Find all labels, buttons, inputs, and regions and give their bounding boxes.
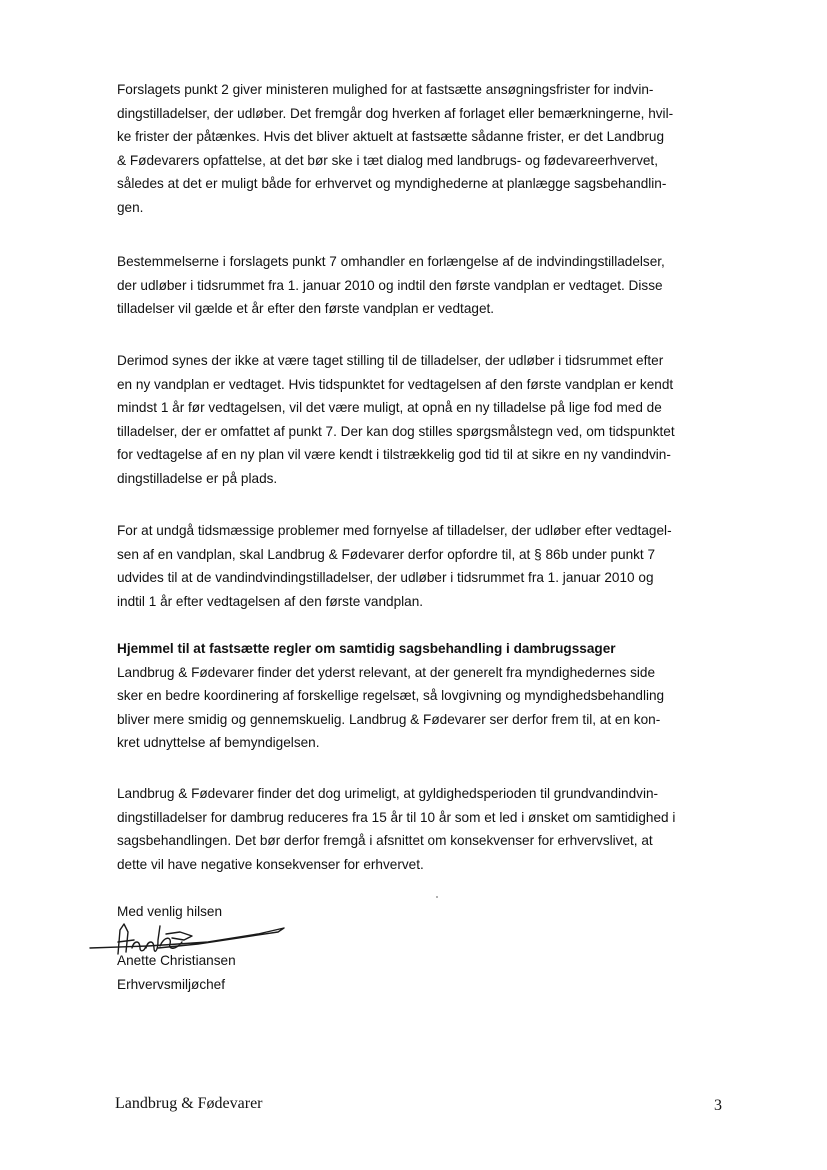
page-number: 3	[714, 1097, 722, 1114]
paragraph-permit-extension	[117, 250, 727, 321]
text-line: kret udnyttelse af bemyndigelsen.	[117, 735, 320, 751]
text-line: en ny vandplan er vedtaget. Hvis tidspunktet for vedtagelsen af den første vandplan er kendt	[117, 376, 674, 392]
text-line: Landbrug & Fødevarer finder det dog urimeligt, at gyldighedsperioden til grundvandindvin-	[117, 786, 659, 801]
text-line: tilladelser, der er omfattet af punkt 7. Der kan dog stilles spørgsmålstegn ved, om tidspunktet	[117, 423, 675, 439]
text-line: For at undgå tidsmæssige problemer med fornyelse af tilladelser, der udløber efter vedtagel-	[117, 523, 672, 538]
text-line: Bestemmelserne i forslagets punkt 7 omhandler en forlængelse af de indvindingstilladelser,	[117, 254, 665, 269]
text-line: Forslagets punkt 2 giver ministeren mulighed for at fastsætte ansøgningsfrister for indvin-	[117, 82, 654, 97]
paragraph-application-deadlines	[117, 78, 727, 220]
signatory-name: Anette Christiansen	[117, 953, 236, 968]
text-line: dingstilladelse er på plads.	[117, 470, 278, 486]
text-line: indtil 1 år efter vedtagelsen af den første vandplan.	[117, 593, 424, 609]
footer-organization: Landbrug & Fødevarer	[115, 1095, 263, 1112]
paragraph-validity-period	[117, 782, 727, 876]
text-line: tilladelser vil gælde et år efter den første vandplan er vedtaget.	[117, 301, 495, 317]
text-line: Derimod synes der ikke at være taget stilling til de tilladelser, der udløber i tidsrummet efter	[117, 353, 664, 368]
text-line: mindst 1 år før vedtagelsen, vil det være muligt, at opnå en ny tilladelse på lige fod med de	[117, 400, 662, 416]
text-line: dingstilladelser for dambrug reduceres fra 15 år til 10 år som et led i ønsket om samtidighed i	[117, 809, 676, 825]
section-heading: Hjemmel til at fastsætte regler om samtidig sagsbehandling i dambrugssager	[117, 641, 616, 656]
scan-speck	[436, 896, 438, 898]
text-line: for vedtagelse af en ny plan vil være kendt i tilstrækkelig god tid til at sikre en ny vandindvin-	[117, 447, 671, 463]
text-line: sagsbehandlingen. Det bør derfor fremgå i afsnittet om konsekvenser for erhvervslivet, at	[117, 833, 653, 849]
text-line: gen.	[117, 199, 144, 215]
text-line: bliver mere smidig og gennemskuelig. Landbrug & Fødevarer ser derfor frem til, at en kon-	[117, 711, 661, 727]
text-line: dette vil have negative konsekvenser for erhvervet.	[117, 856, 424, 872]
section-concurrent-processing	[117, 637, 727, 755]
text-line: & Fødevarers opfattelse, at det bør ske i tæt dialog med landbrugs- og fødevareerhvervet,	[117, 152, 658, 168]
text-line: sker en bedre koordinering af forskellige regelsæt, så lovgivning og myndighedsbehandling	[117, 688, 665, 704]
text-line: således at det er muligt både for erhvervet og myndighederne at planlægge sagsbehandlin-	[117, 176, 667, 192]
text-line: ke frister der påtænkes. Hvis det bliver aktuelt at fastsætte sådanne frister, er det Landbrug	[117, 129, 665, 145]
text-line: dingstilladelser, der udløber. Det fremgår dog hverken af forlaget eller bemærkningerne, hvil-	[117, 105, 674, 121]
paragraph-renewal-recommendation	[117, 519, 727, 613]
text-line: sen af en vandplan, skal Landbrug & Fødevarer derfor opfordre til, at § 86b under punkt 7	[117, 546, 656, 562]
signatory-title: Erhvervsmiljøchef	[117, 977, 226, 992]
text-line: Landbrug & Fødevarer finder det yderst relevant, at der generelt fra myndighedernes side	[117, 664, 656, 680]
paragraph-new-water-plan	[117, 349, 727, 491]
closing-greeting: Med venlig hilsen	[117, 904, 223, 919]
text-line: udvides til at de vandindvindingstilladelser, der udløber i tidsrummet fra 1. januar 2010 og	[117, 570, 654, 586]
text-line: der udløber i tidsrummet fra 1. januar 2010 og indtil den første vandplan er vedtaget. Disse	[117, 277, 663, 293]
